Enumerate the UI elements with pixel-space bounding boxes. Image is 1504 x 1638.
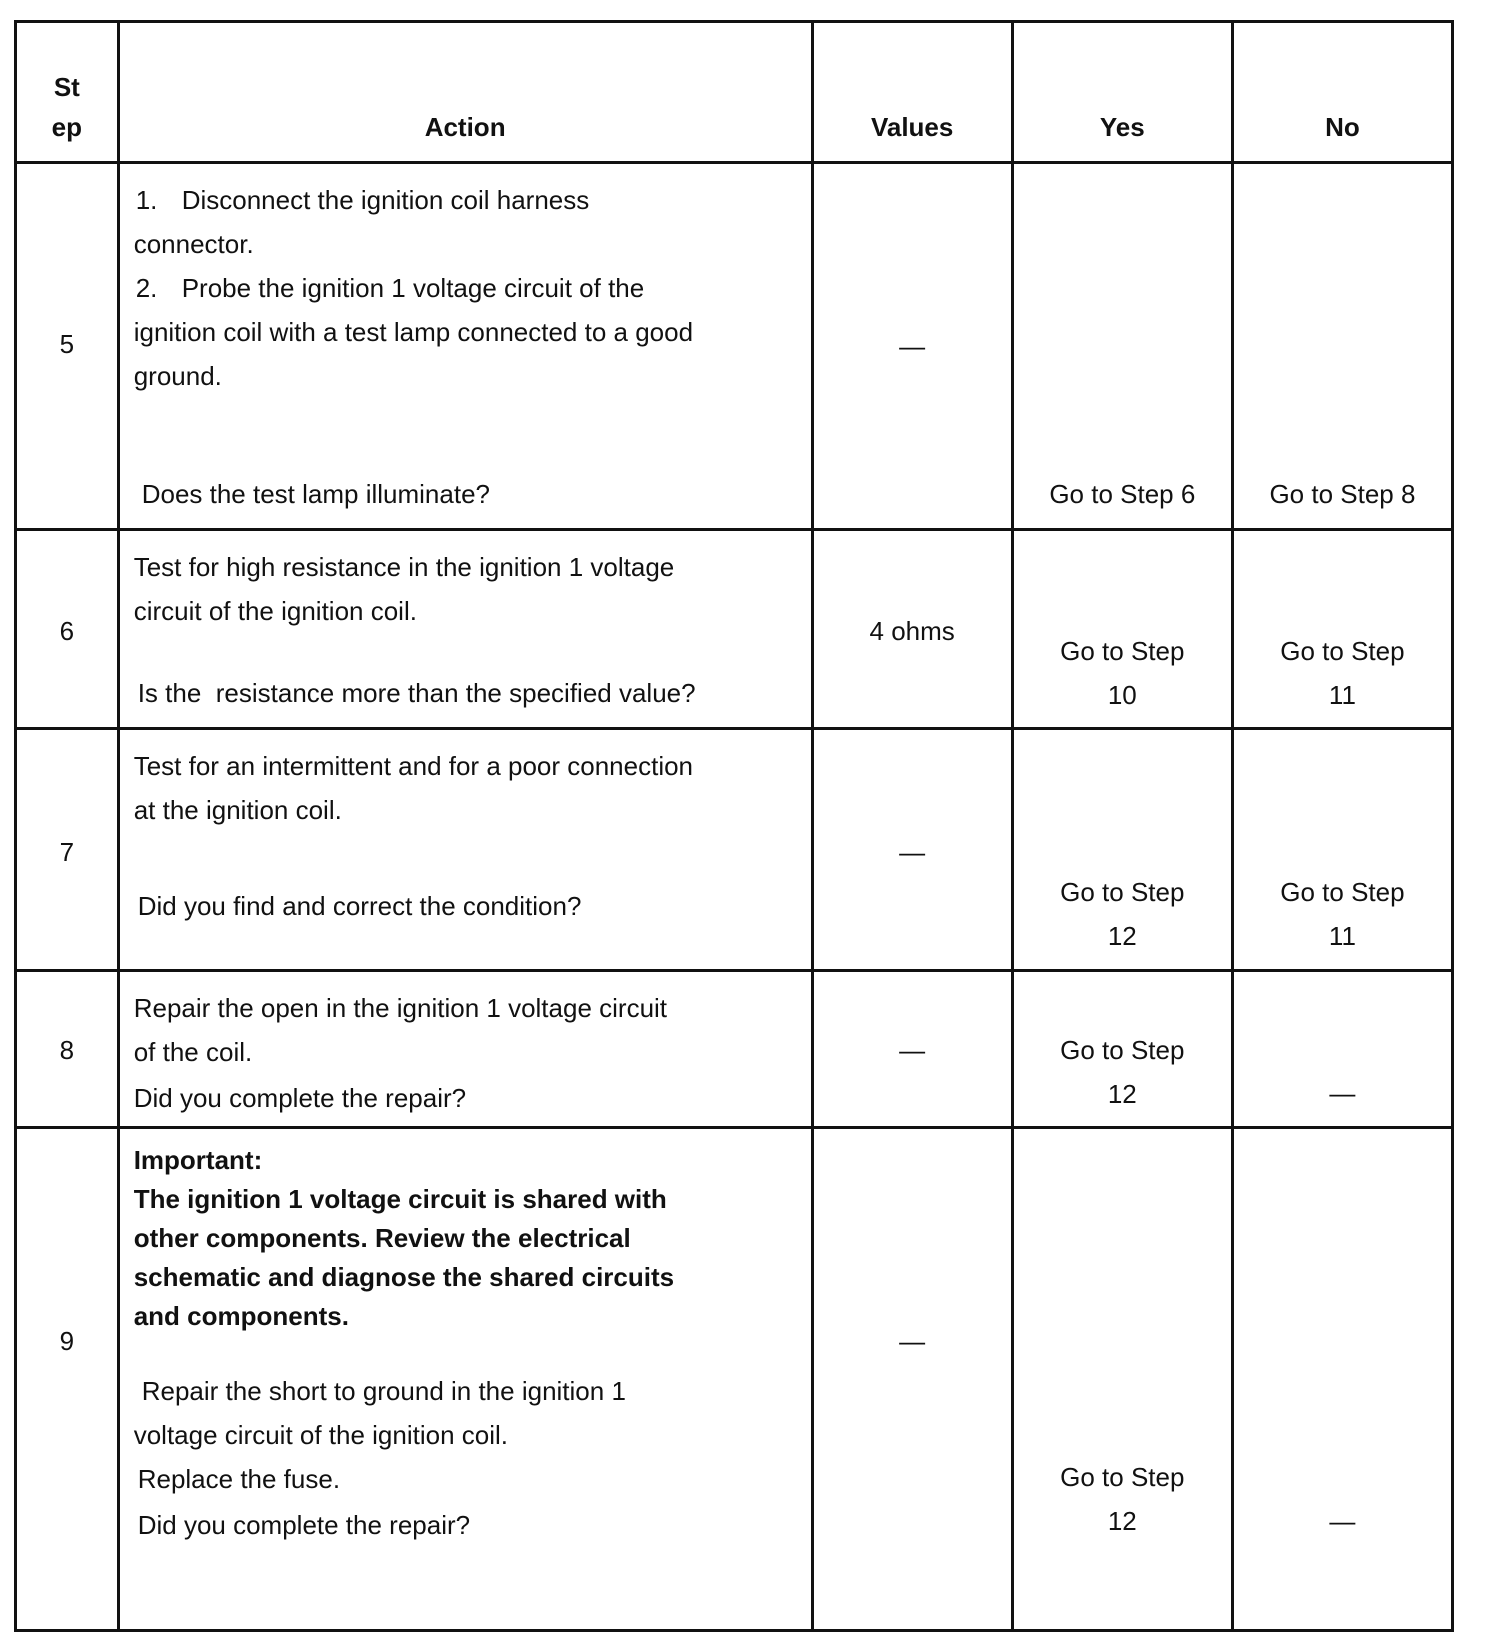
header-no: No bbox=[1232, 22, 1452, 163]
header-action: Action bbox=[118, 22, 812, 163]
header-row bbox=[16, 22, 1453, 163]
table-row bbox=[16, 163, 1453, 530]
action-cell: Test for an intermittent and for a poor connection at the ignition coil. Did you find and correct the condition? bbox=[118, 729, 812, 971]
header-values: Values bbox=[812, 22, 1012, 163]
header-yes: Yes bbox=[1012, 22, 1232, 163]
no-cell: — bbox=[1232, 1128, 1452, 1631]
no-cell: — bbox=[1232, 971, 1452, 1128]
table-row bbox=[16, 971, 1453, 1128]
step-number: 9 bbox=[16, 1128, 119, 1631]
step-number: 6 bbox=[16, 530, 119, 729]
step-number: 7 bbox=[16, 729, 119, 971]
header-step: St ep bbox=[16, 22, 119, 163]
diagnostic-table bbox=[14, 20, 1454, 1632]
step-number: 8 bbox=[16, 971, 119, 1128]
yes-cell: Go to Step 12 bbox=[1012, 1128, 1232, 1631]
yes-cell: Go to Step 6 bbox=[1012, 163, 1232, 530]
action-cell: Repair the open in the ignition 1 voltage circuit of the coil. Did you complete the repair? bbox=[118, 971, 812, 1128]
step-number: 5 bbox=[16, 163, 119, 530]
value-cell: — bbox=[812, 971, 1012, 1128]
yes-cell: Go to Step 12 bbox=[1012, 971, 1232, 1128]
action-cell: Test for high resistance in the ignition 1 voltage circuit of the ignition coil. Is the resistance more than the specified value? bbox=[118, 530, 812, 729]
table-row bbox=[16, 1128, 1453, 1631]
yes-cell: Go to Step 10 bbox=[1012, 530, 1232, 729]
yes-cell: Go to Step 12 bbox=[1012, 729, 1232, 971]
value-cell: — bbox=[812, 1128, 1012, 1631]
action-cell: Important: The ignition 1 voltage circuit is shared with other components. Review the electrical schematic and diagnose the shared circuits and components. Repair the short to ground in the ignition 1 voltage circuit of the ignition coil. Replace the fuse. Did you complete the repair? bbox=[118, 1128, 812, 1631]
no-cell: Go to Step 11 bbox=[1232, 729, 1452, 971]
table-row bbox=[16, 729, 1453, 971]
value-cell: — bbox=[812, 729, 1012, 971]
value-cell: — bbox=[812, 163, 1012, 530]
action-cell: 1. Disconnect the ignition coil harness connector. 2. Probe the ignition 1 voltage circuit of the ignition coil with a test lamp connected to a good ground. Does the test lamp illuminate? bbox=[118, 163, 812, 530]
table-row bbox=[16, 530, 1453, 729]
no-cell: Go to Step 8 bbox=[1232, 163, 1452, 530]
value-cell: 4 ohms bbox=[812, 530, 1012, 729]
no-cell: Go to Step 11 bbox=[1232, 530, 1452, 729]
important-note: Important: The ignition 1 voltage circuit is shared with other components. Review the electrical schematic and diagnose the shared circuits and components. bbox=[133, 1145, 675, 1331]
